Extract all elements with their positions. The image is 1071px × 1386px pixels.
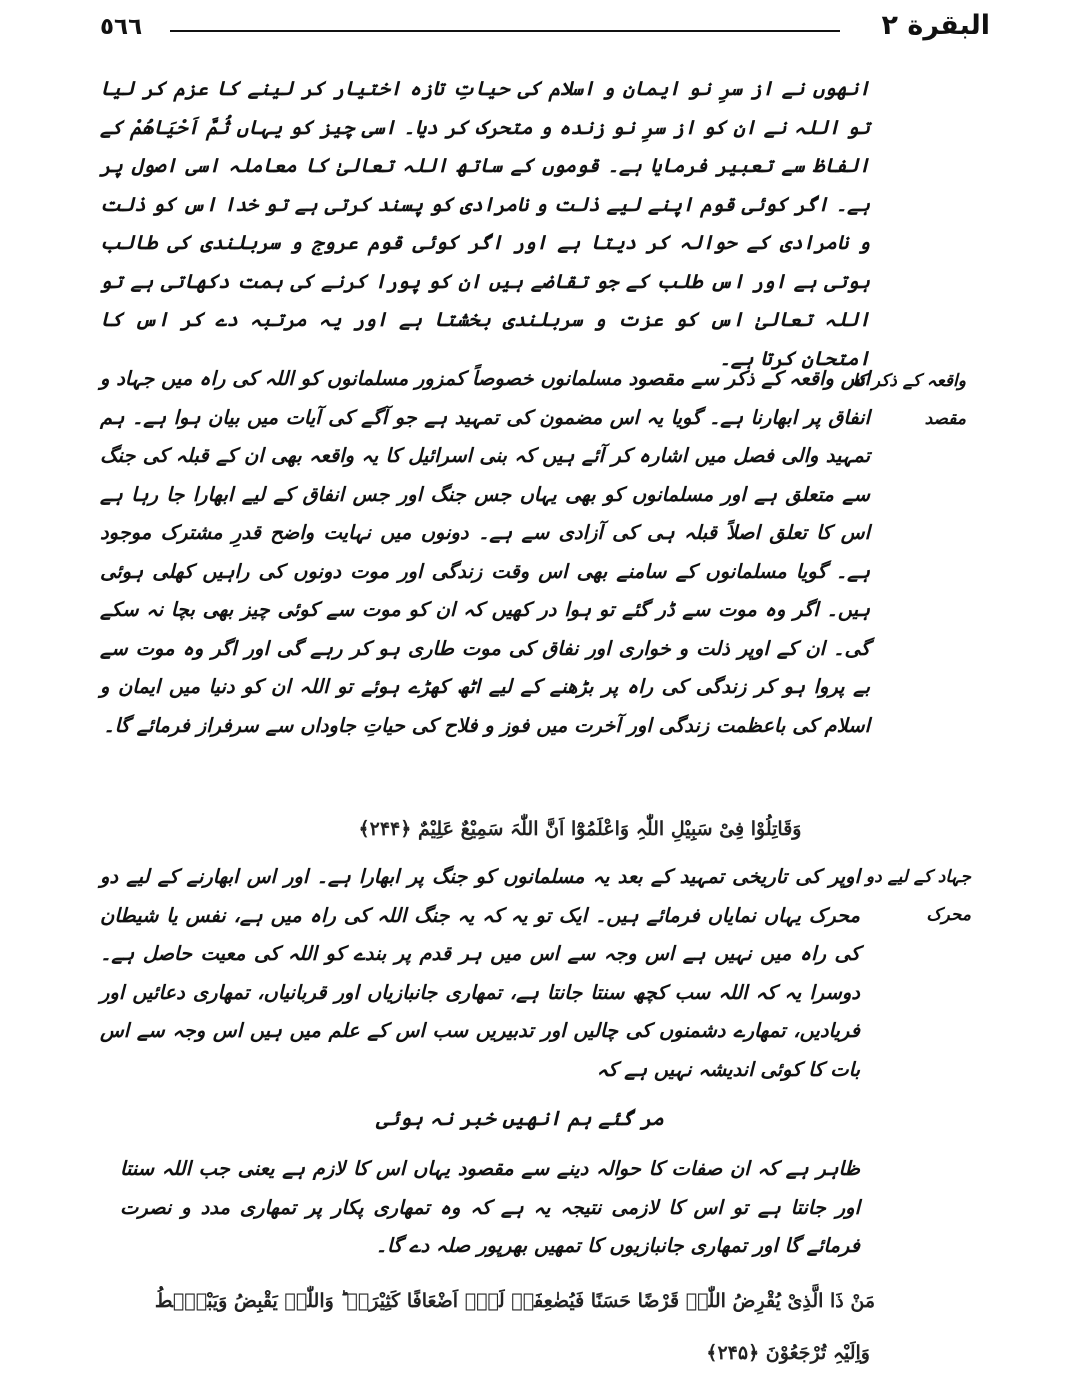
paragraph-3: اوپر کی تاریخی تمہید کے بعد یہ مسلمانوں کو جنگ پر ابھارا ہے۔ اور اس ابھارنے کے لیے دو محرک یہاں نمایاں فرمائے ہیں۔ ایک تو یہ کہ یہ جنگ اللہ کی راہ میں ہے، نفس یا شیطان کی راہ میں نہیں ہے اس وجہ سے اس میں ہر قدم پر بندے کو اللہ کی معیت حاصل ہے۔ دوسرا یہ کہ اللہ سب کچھ سنتا جانتا ہے، تمھاری جانبازیاں اور قربانیاں، تمھاری دعائیں اور فریادیں، تمھارے دشمنوں کی چالیں اور تدبیریں سب اس کے علم میں ہیں اس وجہ سے اس بات کا کوئی اندیشہ نہیں ہے کہ	[100, 865, 860, 1081]
margin-note-jihad: جہاد کے لیے دو محرک	[865, 867, 971, 925]
quran-verse-245-line-2: وَاِلَیْہِ تُرْجَعُوْنَ ﴿۲۴۵﴾	[706, 1342, 870, 1364]
paragraph-4: ظاہر ہے کہ ان صفات کا حوالہ دینے سے مقصود یہاں اس کا لازم ہے یعنی جب اللہ سنتا اور جانتا ہے تو اس کا لازمی نتیجہ یہ ہے کہ وہ تمھاری پکار پر تمھاری مدد و نصرت فرمائے گا اور تمھاری جانبازیوں کا تمھیں بھرپور صلہ دے گا۔	[120, 1157, 860, 1257]
page-number: ٥٦٦	[100, 14, 143, 40]
quran-verse-245-line-1: مَنْ ذَا الَّذِیْ یُقْرِضُ اللّٰہَ قَرْضًا حَسَنًا فَیُضٰعِفَہٗ لَہٗٓ اَضْعَافًا کَثِیْرَۃً ؕ وَاللّٰہُ یَقْبِضُ وَیَبْصُۜطُ	[154, 1290, 875, 1312]
header-rule	[170, 30, 840, 32]
paragraph-2: اس واقعہ کے ذکر سے مقصود مسلمانوں خصوصاً کمزور مسلمانوں کو اللہ کی راہ میں جہاد و انفاق پر ابھارنا ہے۔ گویا یہ اس مضمون کی تمہید ہے جو آگے کی آیات میں بیان ہوا ہے۔ ہم تمہید والی فصل میں اشارہ کر آئے ہیں کہ بنی اسرائیل کا یہ واقعہ بھی ان کے قبلہ کی جنگ سے متعلق ہے اور مسلمانوں کو بھی یہاں جس جنگ اور جس انفاق کے لیے ابھارا جا رہا ہے اس کا تعلق اصلاً قبلہ ہی کی آزادی سے ہے۔ دونوں میں نہایت واضح قدرِ مشترک موجود ہے۔ گویا مسلمانوں کے سامنے بھی اس وقت زندگی اور موت دونوں کی راہیں کھلی ہوئی ہیں۔ اگر وہ موت سے ڈر گئے تو ہوا در کھیں کہ ان کو موت سے کوئی چیز بھی بچا نہ سکے گی۔ ان کے اوپر ذلت و خواری اور نفاق کی موت طاری ہو کر رہے گی اور اگر وہ موت سے بے پروا ہو کر زندگی کی راہ پر بڑھنے کے لیے اٹھ کھڑے ہوئے تو اللہ ان کو دنیا میں ایمان و اسلام کی باعظمت زندگی اور آخرت میں فوز و فلاح کی حیاتِ جاوداں سے سرفراز فرمائے گا۔	[100, 367, 870, 737]
poetry-couplet: مر گئے ہم انھیں خبر نہ ہوئی	[376, 1106, 664, 1130]
running-header	[100, 10, 990, 50]
margin-note-purpose: واقعہ کے ذکر کا مقصد	[852, 371, 966, 429]
paragraph-1: انھوں نے از سرِ نو ایمان و اسلام کی حیاتِ تازہ اختیار کر لینے کا عزم کر لیا تو اللہ نے ان کو از سرِ نو زندہ و متحرک کر دیا۔ اسی چیز کو یہاں ثُمَّ اَحْیَاھُمْ کے الفاظ سے تعبیر فرمایا ہے۔ قوموں کے ساتھ اللہ تعالیٰ کا معاملہ اسی اصول پر ہے۔ اگر کوئی قوم اپنے لیے ذلت و نامرادی کو پسند کرتی ہے تو خدا اس کو ذلت و نامرادی کے حوالہ کر دیتا ہے اور اگر کوئی قوم عروج و سربلندی کی طالب ہوتی ہے اور اس طلب کے جو تقاضے ہیں ان کو پورا کرنے کی ہمت دکھاتی ہے تو اللہ تعالیٰ اس کو عزت و سربلندی بخشتا ہے اور یہ مرتبہ دے کر اس کا امتحان کرتا ہے۔	[100, 77, 870, 370]
surah-title: البقرة ٢	[881, 10, 990, 41]
quran-verse-244: وَقَاتِلُوْا فِیْ سَبِیْلِ اللّٰہِ وَاعْلَمُوْٓا اَنَّ اللّٰہَ سَمِیْعٌ عَلِیْمٌ ﴿۲۴۴﴾	[358, 818, 802, 840]
